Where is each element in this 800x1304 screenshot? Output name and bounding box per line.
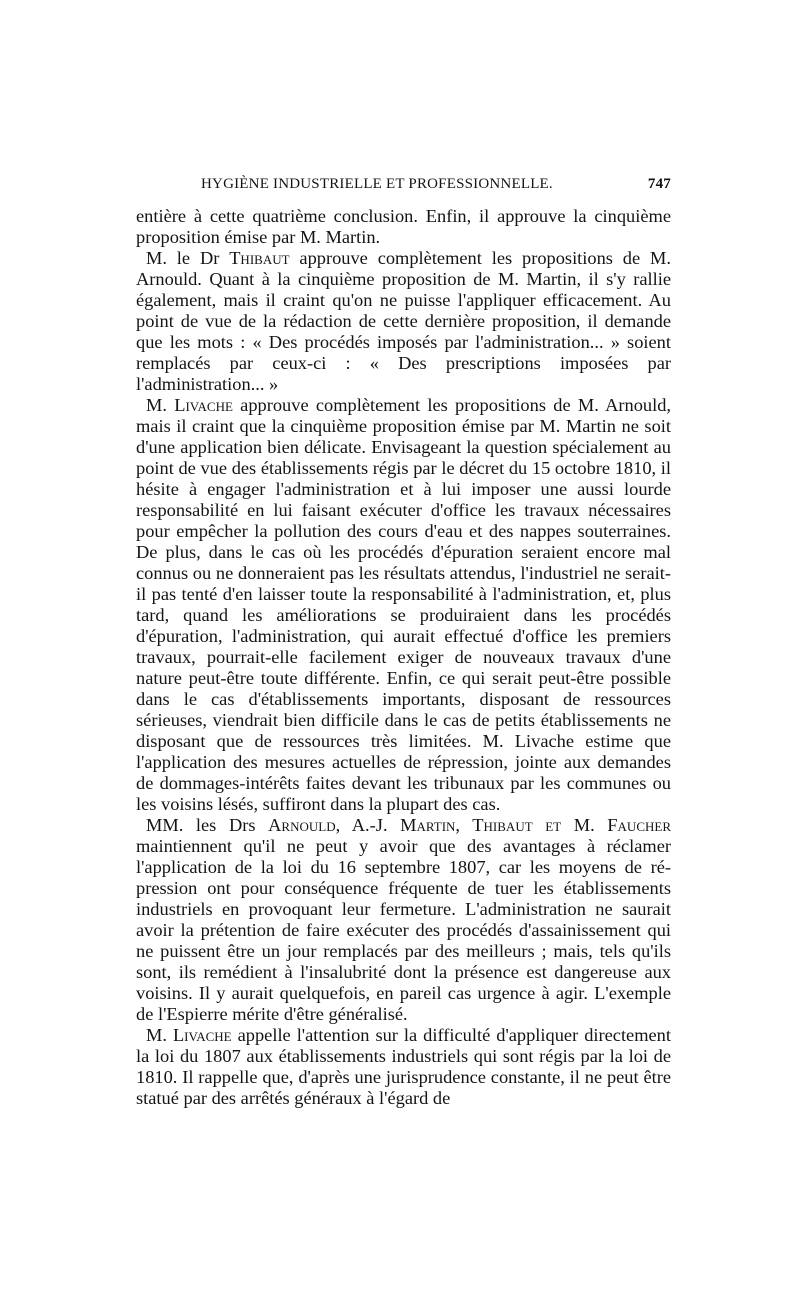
- paragraph-text: entière à cette quatrième conclusion. Enfin, il approuve la cinquième proposition émise par M. Martin.: [136, 206, 671, 247]
- paragraph-livache-2: [136, 1025, 671, 1109]
- body-text: [136, 206, 671, 1109]
- speaker-prefix: MM. les Drs: [146, 815, 256, 835]
- paragraph-continuation: [136, 206, 671, 248]
- paragraph-thibaut: [136, 248, 671, 395]
- paragraph-arnould-martin-thibaut-faucher: [136, 815, 671, 1025]
- paragraph-text: approuve complètement les propositions de M. Arnould, mais il craint que la cinquième proposition émise par M. Martin ne soit d'une application bien délicate. Envisageant la question spécialement au point de vue des établissements régis par le décret du 15 octobre 1810, il hésite à engager l'administration et à lui imposer une aussi lourde responsabilité en lui faisant exécuter d'office les travaux nécessaires pour empêcher la pollution des cours d'eau et des nappes souterraines. De plus, dans le cas où les procédés d'épuration seraient encore mal connus ou ne donneraient pas les résultats attendus, l'industriel ne serait-il pas tenté d'en laisser toute la responsabilité à l'administration, et, plus tard, quand les améliorations se produiraient dans les procédés d'épuration, l'administration, qui aurait effectué d'office les premiers travaux, pourrait-elle facilement exiger de nouveaux travaux d'une nature peut-être toute différente. Enfin, ce qui serait peut-être possible dans le cas d'établissements importants, disposant de ressources sérieuses, viendrait bien difficile dans le cas de petits établissements ne disposant que de ressources très limitées. M. Livache estime que l'application des mesures actuelles de répression, jointe aux demandes de dommages-intérêts faites devant les tribunaux par les communes ou les voisins lésés, suffiront dans la plupart des cas.: [136, 395, 671, 814]
- speaker-name: Arnould, A.-J. Martin, Thibaut et M. Faucher: [268, 815, 671, 835]
- paragraph-text: approuve complètement les propositions de M. Arnould. Quant à la cinquième proposition de M. Martin, il s'y rallie également, mais il craint qu'on ne puisse l'appliquer efficacement. Au point de vue de la rédaction de cette dernière proposition, il demande que les mots : « Des procédés imposés par l'administration... » soient remplacés par ceux-ci : « Des prescriptions imposées par l'administration... »: [136, 248, 671, 394]
- paragraph-text: appelle l'attention sur la difficulté d'appliquer directement la loi du 1807 aux établissements industriels qui sont régis par la loi de 1810. Il rappelle que, d'après une jurisprudence constante, il ne peut être statué par des arrêtés généraux à l'égard de: [136, 1025, 671, 1108]
- speaker-prefix: M.: [146, 1025, 167, 1045]
- speaker-name: Thibaut: [229, 248, 290, 268]
- speaker-prefix: M. le Dr: [146, 248, 220, 268]
- speaker-name: Livache: [172, 1025, 232, 1045]
- page-number: 747: [647, 176, 671, 192]
- speaker-name: Livache: [174, 395, 233, 415]
- running-head: [136, 176, 671, 200]
- paragraph-livache-1: [136, 395, 671, 815]
- paragraph-text: maintiennent qu'il ne peut y avoir que des avantages à réclamer l'application de la loi du 16 septembre 1807, car les moyens de répression ont pour conséquence fréquente de tuer les établissements industriels en provoquant leur fermeture. L'administration ne saurait avoir la prétention de faire exécuter des procédés d'assainissement qui ne puissent être un jour remplacés par des meilleurs ; mais, tels qu'ils sont, ils remédient à l'insalubrité dont la présence est dangereuse aux voisins. Il y aurait quelquefois, en pareil cas urgence à agir. L'exemple de l'Espierre mérite d'être généralisé.: [136, 836, 671, 1024]
- speaker-prefix: M.: [146, 395, 167, 415]
- book-page: [136, 176, 671, 1109]
- running-head-title: HYGIÈNE INDUSTRIELLE ET PROFESSIONNELLE.: [201, 176, 553, 192]
